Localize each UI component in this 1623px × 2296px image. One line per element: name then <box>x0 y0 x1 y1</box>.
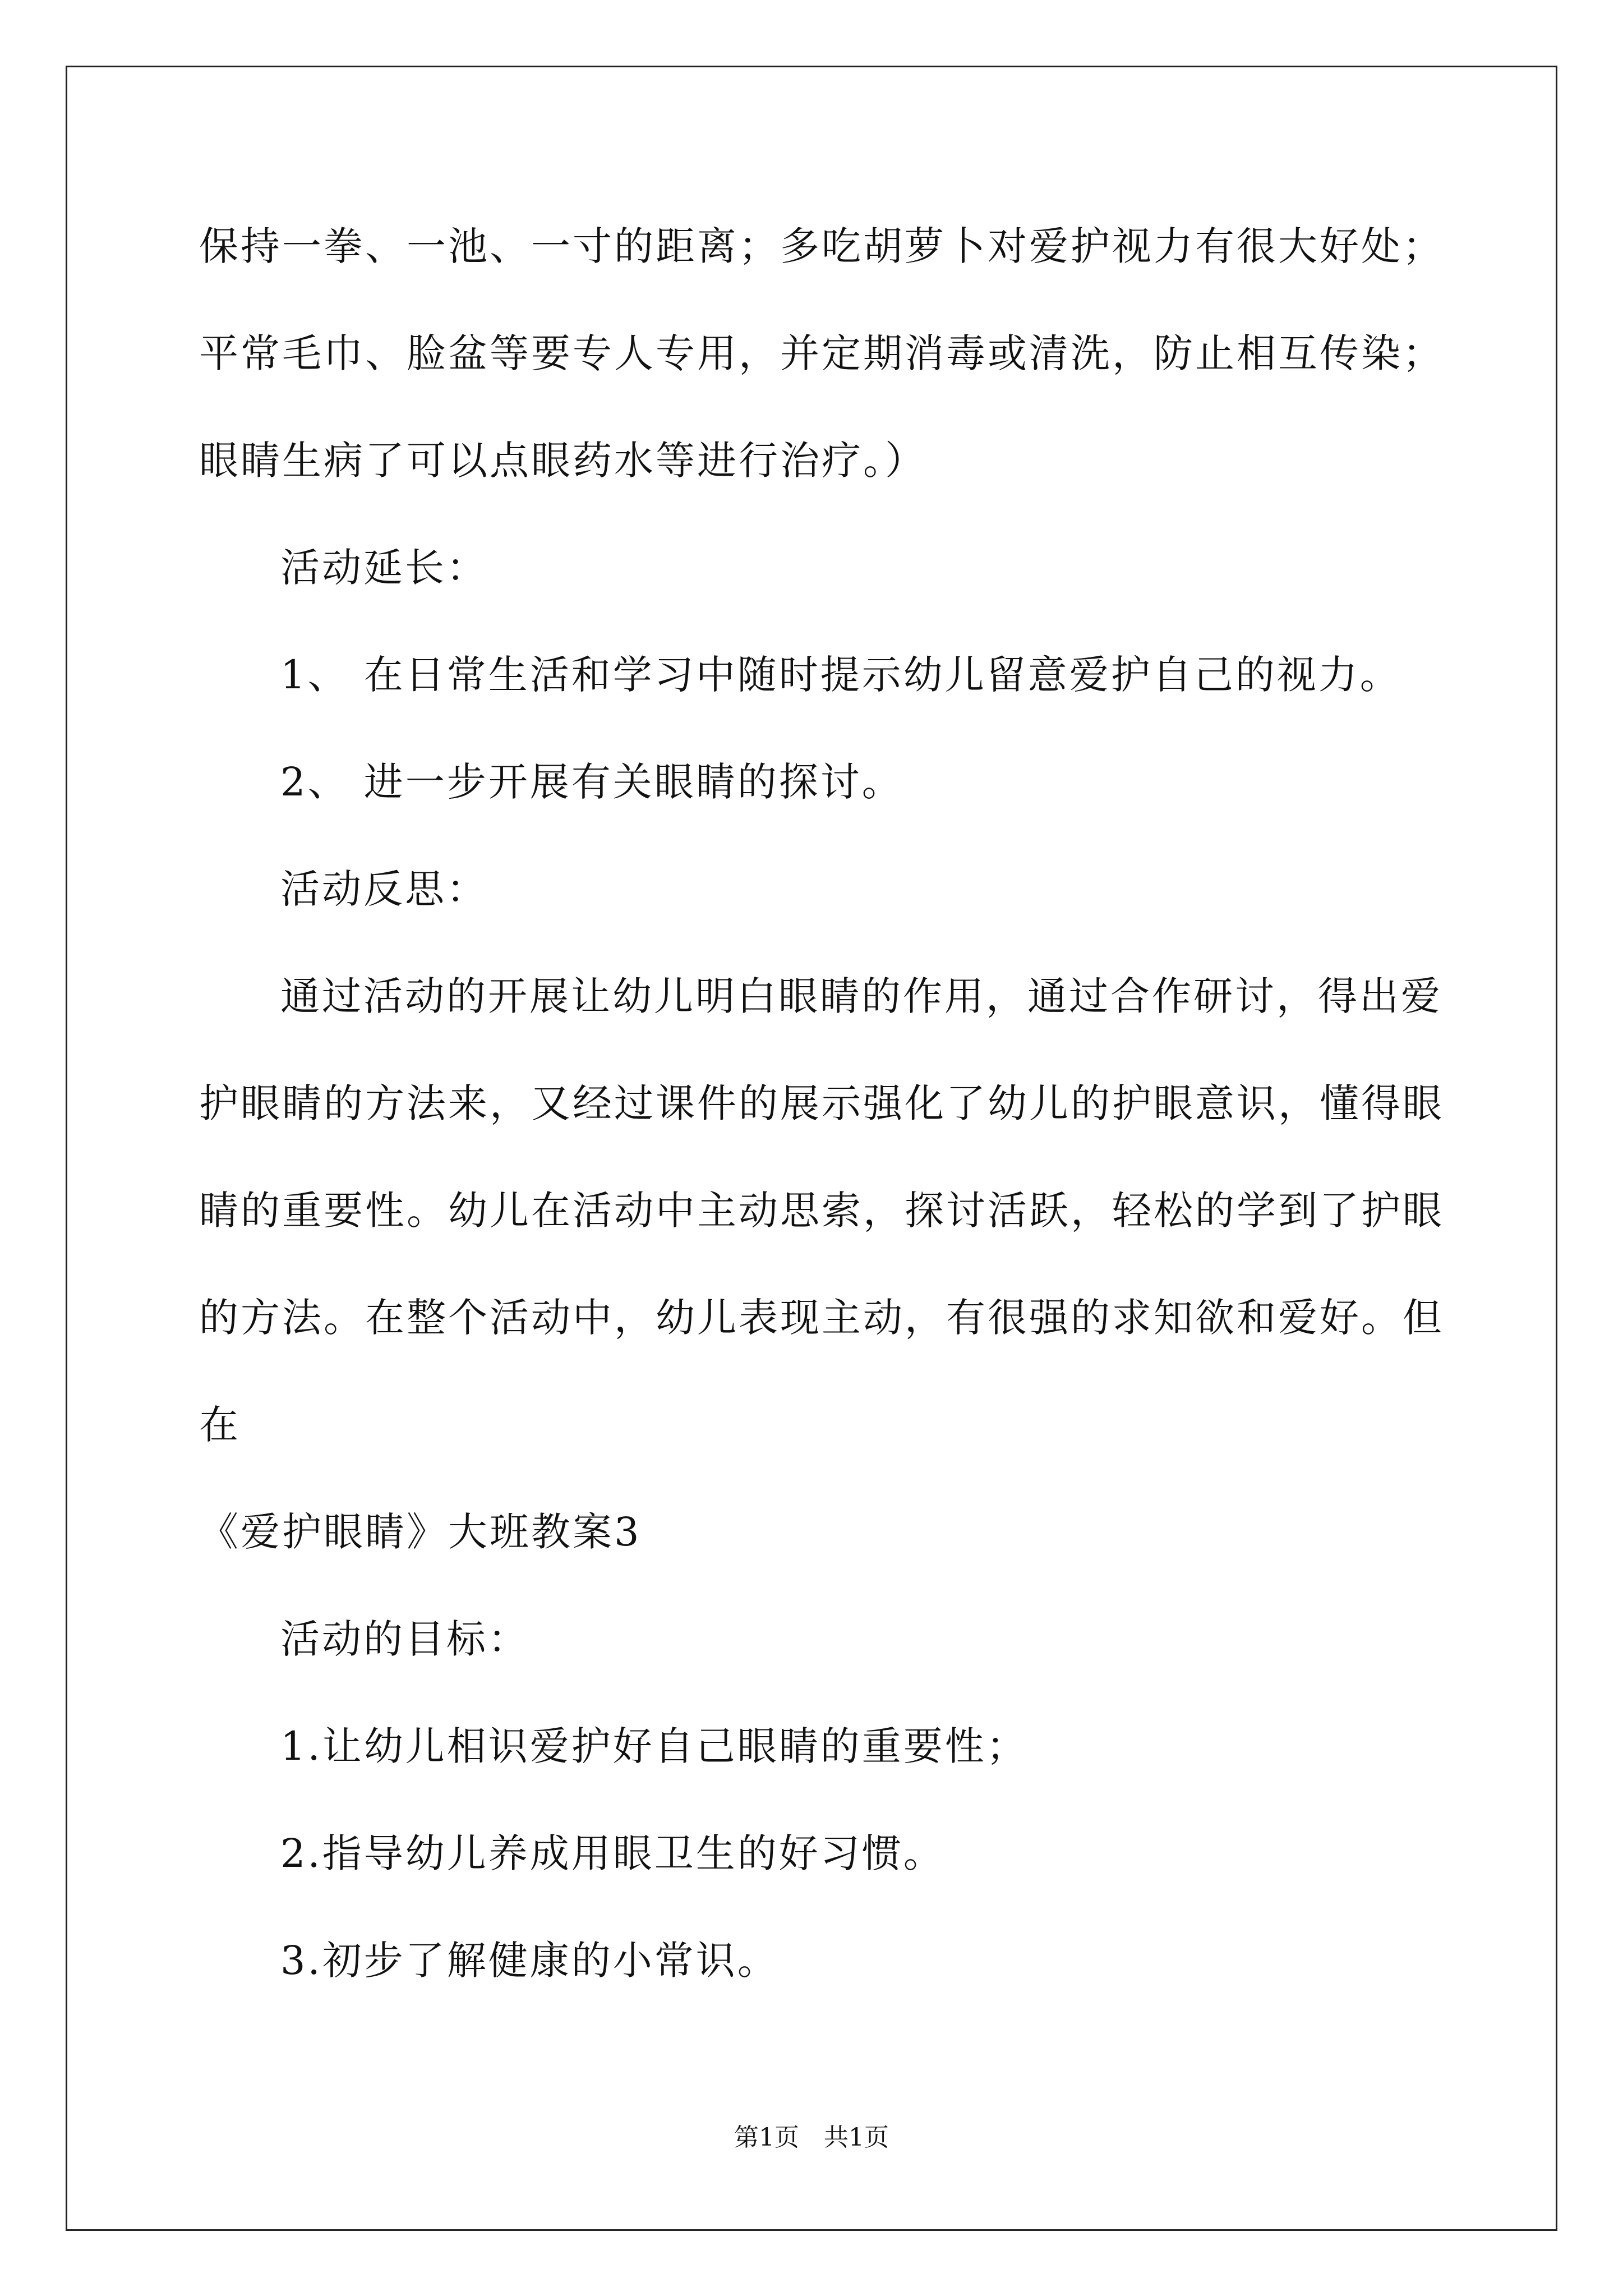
list-item-objective-3: 3.初步了解健康的小常识。 <box>280 1938 779 1984</box>
paragraph-reflection-line-3: 睛的重要性。幼儿在活动中主动思索，探讨活跃，轻松的学到了护眼 <box>199 1188 1444 1234</box>
body-line-3: 眼睛生病了可以点眼药水等进行治疗。） <box>199 438 926 484</box>
paragraph-reflection-line-1: 通过活动的开展让幼儿明白眼睛的作用，通过合作研讨，得出爱 <box>280 973 1442 1019</box>
paragraph-reflection-line-2: 护眼睛的方法来，又经过课件的展示强化了幼儿的护眼意识，懂得眼 <box>199 1080 1444 1126</box>
list-item-objective-2: 2.指导幼儿养成用眼卫生的好习惯。 <box>280 1830 945 1876</box>
body-line-1: 保持一拳、一池、一寸的距离；多吃胡萝卜对爱护视力有很大好处； <box>199 223 1444 269</box>
section-heading-objectives: 活动的目标： <box>280 1616 529 1662</box>
section-heading-reflection: 活动反思： <box>280 866 488 912</box>
page-number-footer: 第1页 共1页 <box>734 2123 889 2152</box>
lesson-plan-title: 《爱护眼睛》大班教案3 <box>199 1509 642 1555</box>
paragraph-reflection-line-4: 的方法。在整个活动中，幼儿表现主动，有很强的求知欲和爱好。但 <box>199 1295 1444 1341</box>
body-line-2: 平常毛巾、脸盆等要专人专用，并定期消毒或清洗，防止相互传染； <box>199 330 1444 376</box>
list-item-extension-1: 1、 在日常生活和学习中随时提示幼儿留意爱护自己的视力。 <box>280 652 1401 698</box>
section-heading-extension: 活动延长： <box>280 545 488 591</box>
list-item-objective-1: 1.让幼儿相识爱护好自己眼睛的重要性； <box>280 1723 1028 1769</box>
page-frame <box>66 66 1557 2231</box>
paragraph-reflection-line-5: 在 <box>199 1402 241 1448</box>
list-item-extension-2: 2、 进一步开展有关眼睛的探讨。 <box>280 759 903 805</box>
